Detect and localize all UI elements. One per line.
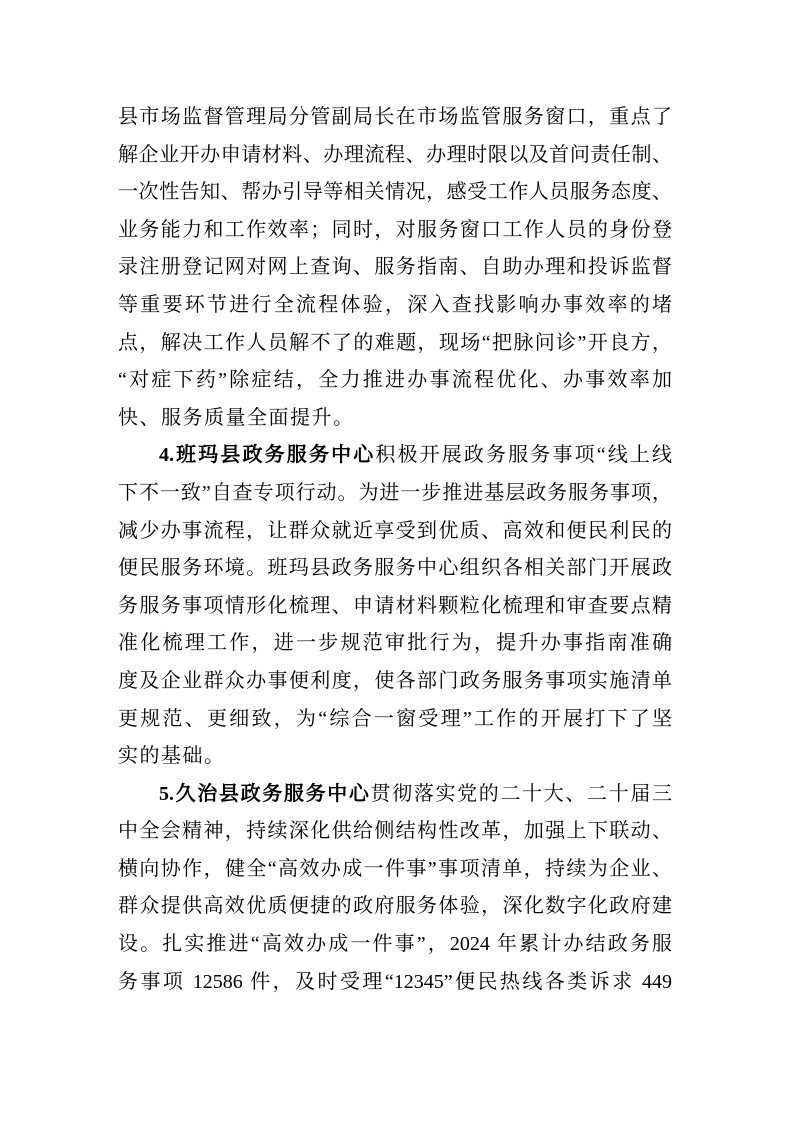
text-line: “对症下药”除症结，全力推进办事流程优化、办事效率加 xyxy=(118,369,672,392)
text-line: 中全会精神，持续深化供给侧结构性改革，加强上下联动、 xyxy=(118,820,672,843)
text-line: 便民服务环境。班玛县政务服务中心组织各相关部门开展政 xyxy=(118,557,672,580)
text-line: 县市场监督管理局分管副局长在市场监管服务窗口，重点了 xyxy=(118,106,672,128)
text-line: 横向协作，健全“高效办成一件事”事项清单，持续为企业、 xyxy=(118,857,672,880)
text-line: 快、服务质量全面提升。 xyxy=(118,406,355,429)
text-line: 4.班玛县政务服务中心积极开展政务服务事项“线上线 xyxy=(159,444,672,467)
text-line: 减少办事流程，让群众就近享受到优质、高效和便民利民的 xyxy=(118,519,672,542)
document-text-block xyxy=(118,99,672,1001)
text-line: 度及企业群众办事便利度，使各部门政务服务事项实施清单 xyxy=(118,669,672,692)
text-line: 等重要环节进行全流程体验，深入查找影响办事效率的堵 xyxy=(118,293,672,316)
text-line: 群众提供高效优质便捷的政府服务体验，深化数字化政府建 xyxy=(118,895,672,918)
text-line: 点，解决工作人员解不了的难题，现场“把脉问诊”开良方， xyxy=(118,331,672,354)
text-line: 务事项 12586 件，及时受理“12345”便民热线各类诉求 449 xyxy=(118,970,672,993)
text-line: 实的基础。 xyxy=(118,745,226,768)
section-number-heading: 5.久治县政务服务中心 xyxy=(159,782,371,805)
text-line: 设。扎实推进“高效办成一件事”，2024 年累计办结政务服 xyxy=(118,933,672,956)
text-line: 下不一致”自查专项行动。为进一步推进基层政务服务事项， xyxy=(118,481,672,504)
text-line: 务服务事项情形化梳理、申请材料颗粒化梳理和审查要点精 xyxy=(118,594,672,617)
text-line: 5.久治县政务服务中心贯彻落实党的二十大、二十届三 xyxy=(159,782,672,805)
text-line: 录注册登记网对网上查询、服务指南、自助办理和投诉监督 xyxy=(118,256,672,279)
text-line: 更规范、更细致，为“综合一窗受理”工作的开展打下了坚 xyxy=(118,707,672,730)
text-line: 解企业开办申请材料、办理流程、办理时限以及首问责任制、 xyxy=(118,143,672,166)
text-line: 业务能力和工作效率；同时，对服务窗口工作人员的身份登 xyxy=(118,218,672,241)
text-line: 一次性告知、帮办引导等相关情况，感受工作人员服务态度、 xyxy=(118,181,672,204)
text-line: 准化梳理工作，进一步规范审批行为，提升办事指南准确 xyxy=(118,632,672,655)
section-number-heading: 4.班玛县政务服务中心 xyxy=(159,444,376,467)
